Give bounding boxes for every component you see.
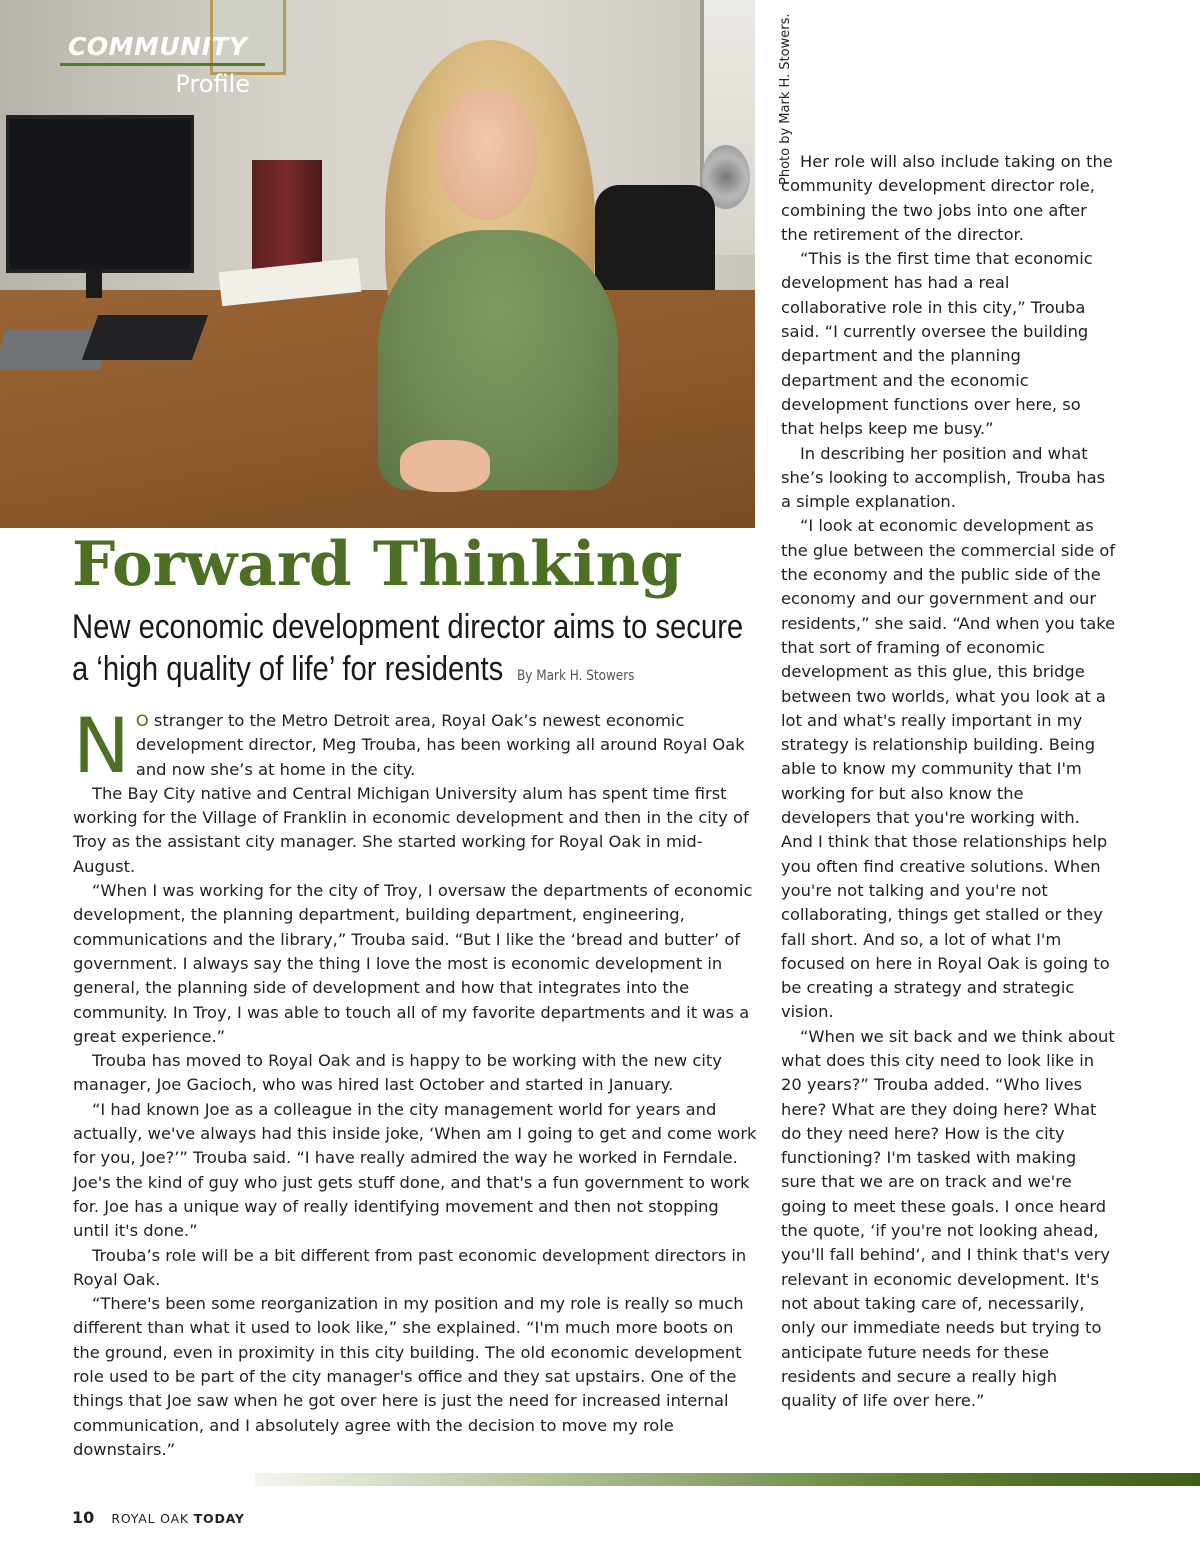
publication-prefix: ROYAL OAK — [111, 1511, 189, 1526]
article-column-left — [73, 701, 759, 1462]
photo-monitor-stand — [86, 268, 102, 298]
photo-monitor — [6, 115, 194, 273]
byline: By Mark H. Stowers — [517, 668, 635, 684]
body-paragraph: “When I was working for the city of Troy, I oversaw the departments of economic development, the planning department, building department, engineering, communications and the library,” Trouba said. “But I like the ‘bread and butter’ of government. I always say the thing I love the most is economic development in general, the planning side of development and how that integrates into the community. In Troy, I was able to touch all of my favorite departments and it was a great experience.” — [73, 881, 753, 1046]
page-footer — [72, 1508, 245, 1527]
page-number: 10 — [72, 1508, 95, 1527]
body-paragraph: The Bay City native and Central Michigan University alum has spent time first working for the Village of Franklin in economic development and then in the city of Troy as the assistant city manager. She started working for Royal Oak in mid-August. — [73, 783, 749, 876]
body-paragraph: Trouba has moved to Royal Oak and is happy to be working with the new city manager, Joe Gacioch, who was hired last October and started in January. — [73, 1051, 722, 1095]
footer-rule — [255, 1473, 1200, 1486]
publication-name — [111, 1511, 244, 1526]
drop-cap: N — [73, 701, 130, 790]
body-paragraph: “I look at economic development as the glue between the commercial side of the economy and the public side of the economy and our government and our residents,” she said. “And when you take that sort of framing of economic development as this glue, this bridge between two worlds, what you look at a lot and what's really important in my strategy is relationship building. Being able to know my community that I'm working for but also know the developers that you're working with. And I think that those relationships help you often find creative solutions. When you're not talking and you're not collaborating, things get stalled or they fall short. And so, a lot of what I'm focused on here in Royal Oak is going to be creating a strategy and strategic vision. — [781, 516, 1116, 1022]
kicker-community: COMMUNITY — [68, 32, 248, 61]
kicker-rule — [60, 63, 265, 66]
body-paragraph: “This is the first time that economic development has had a real collaborative role in this city,” Trouba said. “I currently oversee the building department and the planning department and the economic development functions over here, so that helps keep me busy.” — [781, 249, 1093, 439]
photo-person-hands — [400, 440, 490, 492]
deck — [72, 606, 757, 697]
kicker-profile: Profile — [175, 70, 250, 98]
body-paragraph: Trouba’s role will be a bit different from past economic development directors in Royal Oak. — [73, 1245, 747, 1289]
article-column-right — [781, 150, 1116, 1413]
photo-keyboard — [82, 315, 208, 360]
section-kicker — [68, 32, 258, 98]
photo-books — [252, 160, 322, 270]
photo-person-face — [437, 90, 537, 220]
photo-credit-text: Photo by Mark H. Stowers. — [778, 13, 793, 185]
headline: Forward Thinking — [72, 529, 683, 600]
body-paragraph: “There's been some reorganization in my position and my role is really so much different than what it used to look like,” she explained. “I'm much more boots on the ground, even in proximity in this city building. The old economic development role used to be part of the city manager's office and they sat upstairs. One of the things that Joe saw when he got over here is just the need for increased internal communication, and I absolutely agree with the decision to move my role downstairs.” — [73, 1294, 744, 1459]
body-paragraph: Her role will also include taking on the community development director role, combining the two jobs into one after the retirement of the director. — [781, 152, 1113, 244]
body-paragraph: In describing her position and what she’s looking to accomplish, Trouba has a simple explanation. — [781, 443, 1106, 512]
deck-text: New economic development director aims to secure a ‘high quality of life’ for residents — [72, 608, 744, 688]
lead-paragraph — [73, 701, 759, 790]
lead-text: stranger to the Metro Detroit area, Royal Oak’s newest economic development director, Meg Trouba, has been working all around Royal Oak and now she’s at home in the city. — [135, 711, 745, 779]
body-paragraph: “When we sit back and we think about what does this city need to look like in 20 years?” Trouba added. “Who lives here? What are they doing here? What do they need here? How is the city functioning? I'm tasked with making sure that we are on track and we're going to meet these goals. I once heard the quote, ‘if you're not looking ahead, you'll fall behind‘, and I think that's very relevant in economic development. It's not about taking care of, necessarily, only our immediate needs but trying to anticipate future needs for these residents and secure a really high quality of life over here.” — [781, 1026, 1115, 1411]
publication-suffix: TODAY — [193, 1511, 245, 1526]
body-paragraph: “I had known Joe as a colleague in the city management world for years and actually, we've always had this inside joke, ‘When am I going to get and come work for you, Joe?’” Trouba said. “I have really admired the way he worked in Ferndale. Joe's the kind of guy who just gets stuff done, and that's a fun government to work for. Joe has a unique way of really identifying movement and then not stopping until it's done.” — [73, 1099, 757, 1241]
lead-first-letter: O — [135, 711, 149, 730]
